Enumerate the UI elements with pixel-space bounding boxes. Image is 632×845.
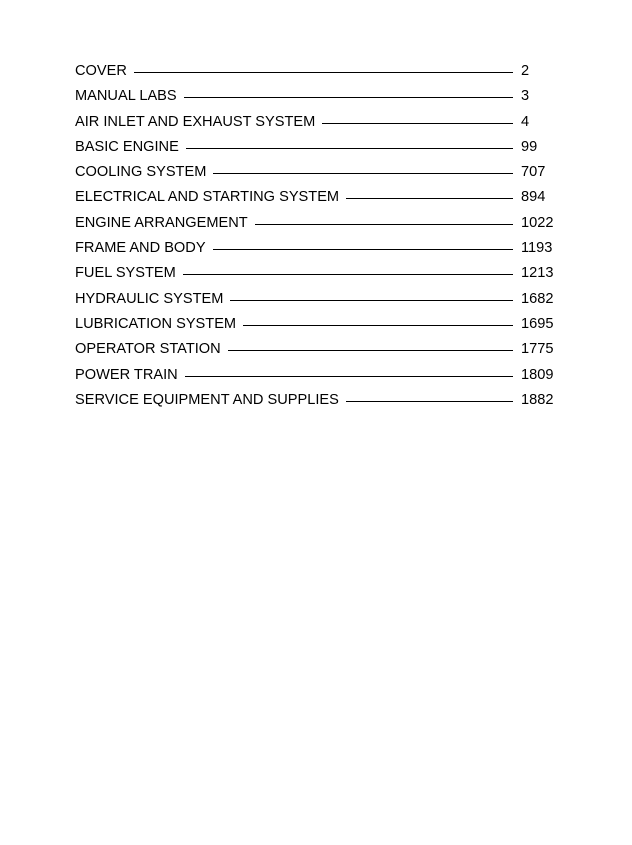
toc-entry-fuel-system[interactable] [75,263,557,288]
toc-entry-title: FUEL SYSTEM [75,265,176,282]
toc-leader-line [184,97,513,98]
toc-entry-page: 4 [521,113,530,130]
toc-entry-engine-arrangement[interactable] [75,213,557,238]
toc-entry-page: 2 [521,63,530,79]
toc-entry-page: 894 [521,189,546,206]
toc-entry-page: 1682 [521,290,554,307]
toc-entry-title: POWER TRAIN [75,366,178,383]
toc-entry-title: AIR INLET AND EXHAUST SYSTEM [75,113,316,130]
toc-entry-page: 1882 [521,391,554,408]
toc-leader-line [322,123,513,124]
toc-entry-page: 1809 [521,366,554,383]
toc-entry-operator-station[interactable] [75,339,557,364]
toc-entry-cover[interactable] [75,61,557,86]
table-of-contents [75,61,557,415]
toc-entry-page: 99 [521,138,538,155]
toc-entry-title: COOLING SYSTEM [75,164,207,181]
toc-entry-service-equipment-and-supplies[interactable] [75,390,557,415]
toc-entry-page: 1193 [521,240,553,257]
toc-leader-line [228,350,513,351]
toc-entry-electrical-and-starting-system[interactable] [75,187,557,212]
toc-leader-line [213,173,513,174]
toc-entry-page: 707 [521,164,546,181]
toc-entry-title: ELECTRICAL AND STARTING SYSTEM [75,189,340,206]
toc-entry-page: 1775 [521,341,554,358]
toc-entry-page: 1213 [521,265,554,282]
toc-entry-basic-engine[interactable] [75,137,557,162]
toc-entry-cooling-system[interactable] [75,162,557,187]
toc-leader-line [134,72,513,73]
toc-entry-manual-labs[interactable] [75,86,557,111]
toc-entry-title: SERVICE EQUIPMENT AND SUPPLIES [75,391,339,408]
toc-entry-power-train[interactable] [75,365,557,390]
toc-leader-line [346,401,513,402]
toc-entry-title: OPERATOR STATION [75,341,221,358]
toc-leader-line [255,224,513,225]
toc-entry-title: FRAME AND BODY [75,240,206,257]
toc-entry-title: HYDRAULIC SYSTEM [75,290,224,307]
toc-entry-lubrication-system[interactable] [75,314,557,339]
toc-entry-hydraulic-system[interactable] [75,289,557,314]
toc-entry-title: LUBRICATION SYSTEM [75,315,237,332]
toc-entry-title: BASIC ENGINE [75,138,179,155]
toc-leader-line [230,300,513,301]
toc-entry-page: 3 [521,88,530,105]
toc-entry-frame-and-body[interactable] [75,238,557,263]
toc-entry-page: 1695 [521,315,554,332]
toc-leader-line [243,325,513,326]
toc-leader-line [346,198,513,199]
toc-entry-page: 1022 [521,214,554,231]
toc-entry-title: MANUAL LABS [75,88,177,105]
toc-entry-title: COVER [75,63,127,79]
toc-leader-line [186,148,513,149]
toc-leader-line [183,274,513,275]
toc-entry-air-inlet-and-exhaust-system[interactable] [75,112,557,137]
toc-entry-title: ENGINE ARRANGEMENT [75,214,248,231]
toc-leader-line [185,376,513,377]
toc-leader-line [213,249,513,250]
